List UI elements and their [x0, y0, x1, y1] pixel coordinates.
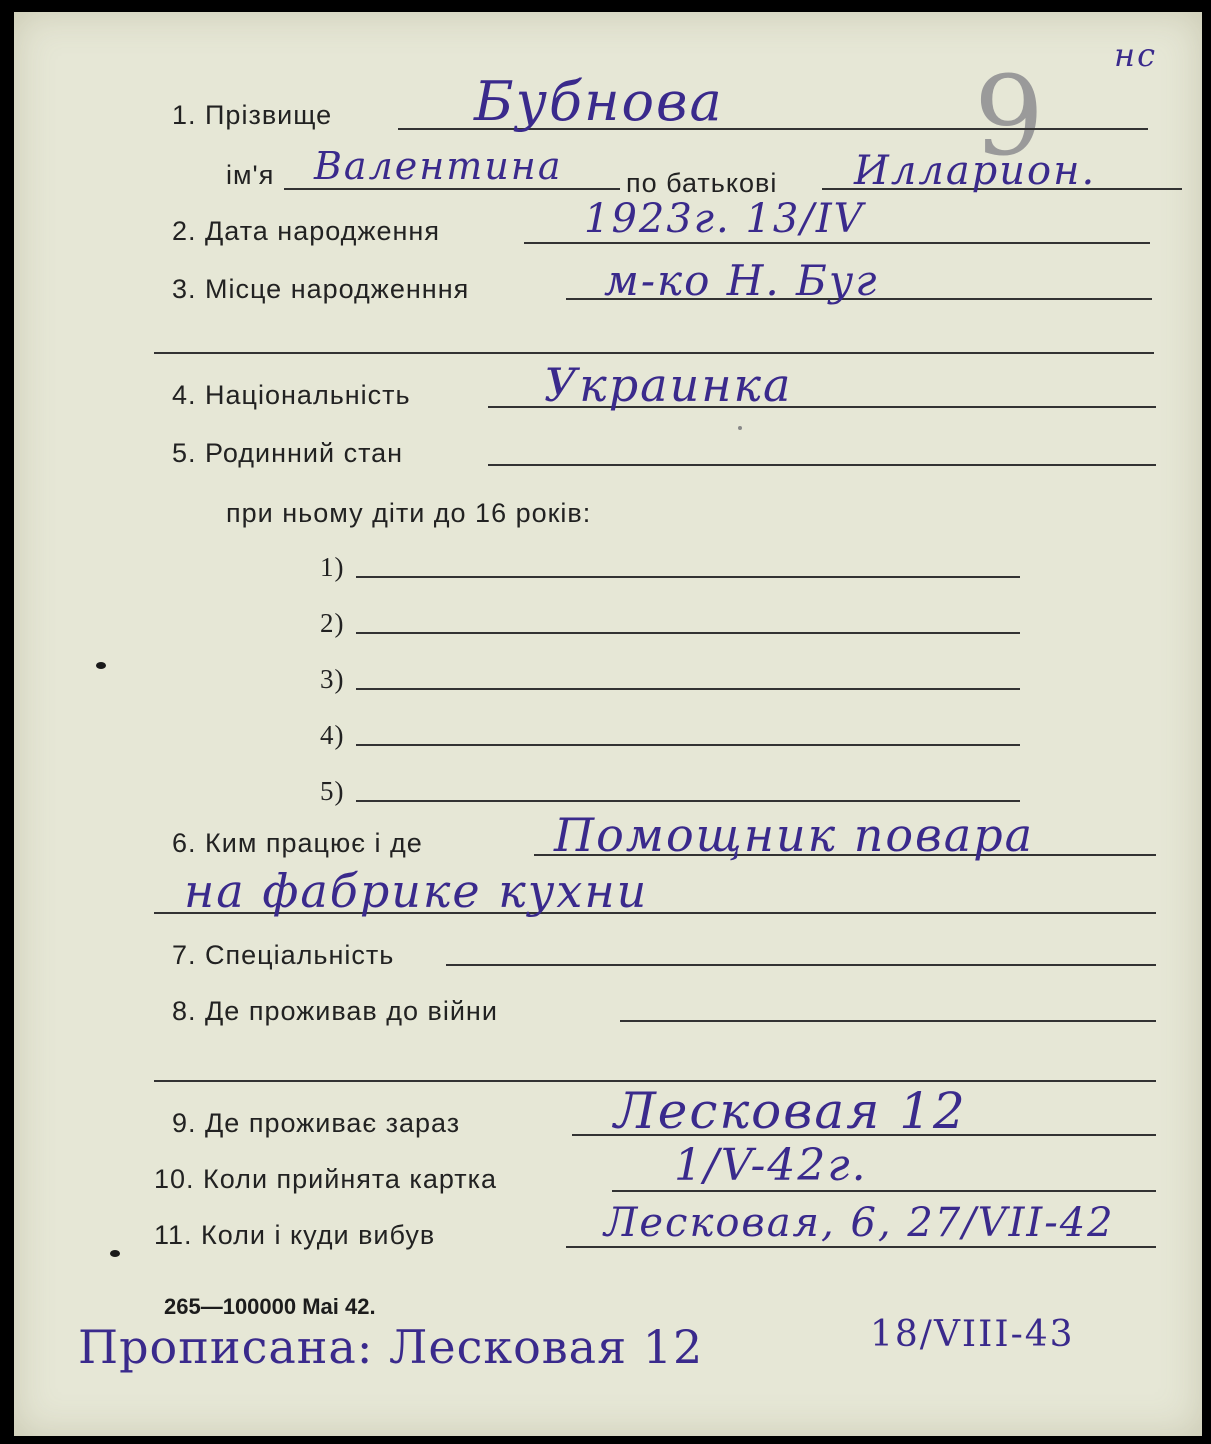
card-accepted-value: 1/V-42г. [674, 1140, 868, 1191]
current-residence-value: Лесковая 12 [614, 1082, 967, 1140]
child-5-number: 5) [320, 776, 345, 806]
birth-date-line [524, 242, 1150, 244]
surname-label: 1. Прізвище [172, 100, 333, 130]
patronymic-value: Илларион. [854, 148, 1097, 194]
marital-status-line [488, 464, 1156, 466]
birth-place-line-2 [154, 352, 1154, 354]
child-2-line [356, 632, 1020, 634]
registration-date: 18/VIII-43 [870, 1314, 1075, 1355]
departure-value: Лесковая, 6, 27/VII-42 [604, 1200, 1115, 1246]
name-label: ім'я [226, 160, 275, 190]
paper-speck [738, 426, 742, 430]
corner-mark: нс [1114, 36, 1157, 74]
child-3-line [356, 688, 1020, 690]
child-1-number: 1) [320, 552, 345, 582]
children-label: при ньому діти до 16 років: [226, 498, 592, 528]
work-value-1: Помощник повара [554, 808, 1035, 862]
name-value: Валентина [314, 144, 563, 188]
name-line [284, 188, 620, 190]
child-4-line [356, 744, 1020, 746]
prewar-residence-line [620, 1020, 1156, 1022]
print-imprint: 265—100000 Mai 42. [164, 1294, 376, 1319]
birth-date-value: 1923г. 13/IV [584, 196, 865, 242]
work-value-2: на фабрике кухни [184, 864, 649, 918]
pencil-number: 9 [974, 52, 1046, 180]
departure-line [566, 1246, 1156, 1248]
child-3-number: 3) [320, 664, 345, 694]
child-5-line [356, 800, 1020, 802]
patronymic-label: по батькові [626, 168, 778, 198]
registration-note: Прописана: Лесковая 12 [78, 1320, 704, 1374]
surname-value: Бубнова [474, 70, 724, 133]
birth-date-label: 2. Дата народження [172, 216, 440, 246]
departure-label: 11. Коли і куди вибув [154, 1220, 436, 1250]
current-residence-label: 9. Де проживає зараз [172, 1108, 461, 1138]
prewar-residence-label: 8. Де проживав до війни [172, 996, 498, 1026]
specialty-line [446, 964, 1156, 966]
punch-hole-lower [110, 1250, 120, 1257]
nationality-value: Украинка [544, 358, 793, 412]
work-label: 6. Ким працює і де [172, 828, 423, 858]
birth-place-value: м-ко Н. Буг [604, 256, 879, 305]
registration-card [14, 12, 1202, 1436]
marital-status-label: 5. Родинний стан [172, 438, 404, 468]
specialty-label: 7. Спеціальність [172, 940, 395, 970]
punch-hole-upper [96, 662, 106, 669]
child-2-number: 2) [320, 608, 345, 638]
card-accepted-label: 10. Коли прийнята картка [154, 1164, 498, 1194]
nationality-label: 4. Національність [172, 380, 411, 410]
child-1-line [356, 576, 1020, 578]
birth-place-label: 3. Місце народженння [172, 274, 470, 304]
child-4-number: 4) [320, 720, 345, 750]
